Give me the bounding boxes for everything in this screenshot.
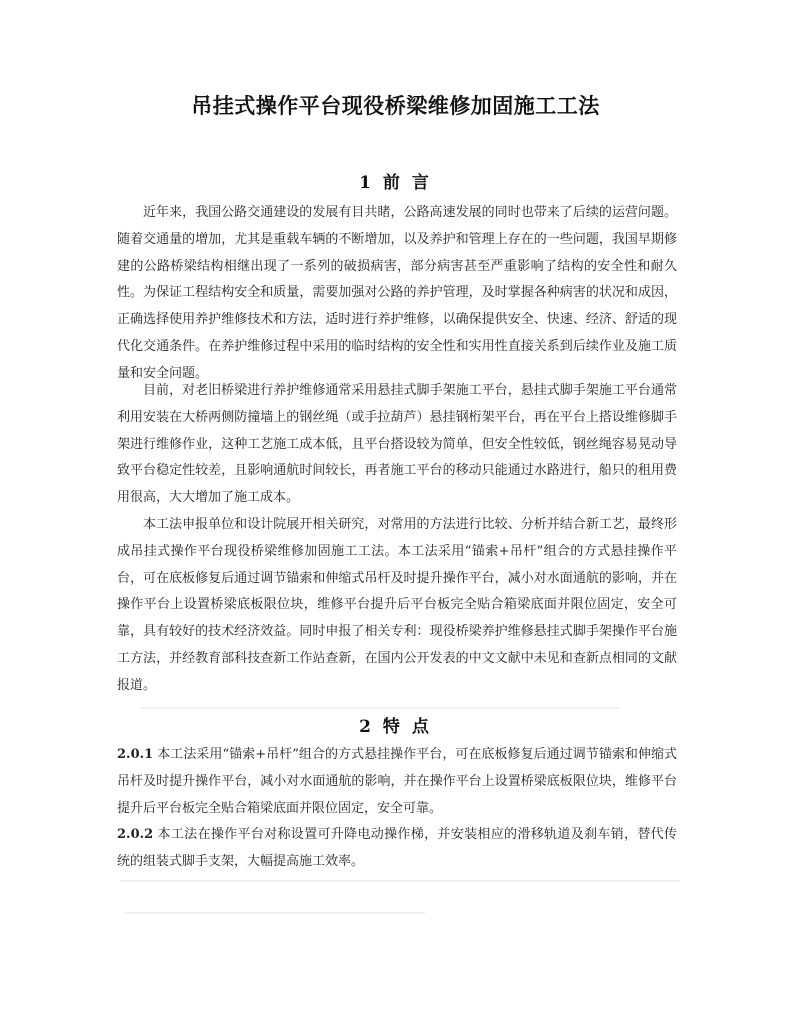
- feature-item-text: 本工法在操作平台对称设置可升降电动操作梯，并安装相应的滑移轨道及刹车销，替代传统的组装式脚手支架，大幅提高施工效率。: [117, 827, 677, 869]
- feature-item-1: [117, 742, 677, 822]
- preface-paragraph-1: 近年来，我国公路交通建设的发展有目共睹，公路高速发展的同时也带来了后续的运营问题。随着交通量的增加，尤其是重载车辆的不断增加，以及养护和管理上存在的一些问题，我国早期修建的公路桥梁结构相继出现了一系列的破损病害，部分病害甚至严重影响了结构的安全性和耐久性。为保证工程结构安全和质量，需要加强对公路的养护管理，及时掌握各种病害的状况和成因，正确选择使用养护维修技术和方法，适时进行养护维修，以确保提供安全、快速、经济、舒适的现代化交通条件。在养护维修过程中采用的临时结构的安全性和实用性直接关系到后续作业及施工质量和安全问题。: [117, 205, 677, 381]
- feature-item-number: 2.0.1: [117, 747, 154, 762]
- section-heading-preface: 1 前 言: [359, 173, 432, 193]
- preface-paragraph-3: 本工法申报单位和设计院展开相关研究，对常用的方法进行比较、分析并结合新工艺，最终形成吊挂式操作平台现役桥梁维修加固施工工法。本工法采用“锚索+吊杆”组合的方式悬挂操作平台，可在底板修复后通过调节锚索和伸缩式吊杆及时提升操作平台，减小对水面通航的影响，并在操作平台上设置桥梁底板限位块，维修平台提升后平台板完全贴合箱梁底面并限位固定，安全可靠，具有较好的技术经济效益。同时申报了相关专利：现役桥梁养护维修悬挂式脚手架操作平台施工方法，并经教育部科技查新工作站查新，在国内公开发表的中文文献中未见和查新点相同的文献报道。: [117, 517, 677, 693]
- feature-item-text: 本工法采用“锚索+吊杆”组合的方式悬挂操作平台，可在底板修复后通过调节锚索和伸缩式吊杆及时提升操作平台，减小对水面通航的影响，并在操作平台上设置桥梁底板限位块，维修平台提升后平台板完全贴合箱梁底面并限位固定，安全可靠。: [117, 747, 677, 816]
- section-heading-features: 2 特 点: [359, 717, 432, 737]
- document-title: 吊挂式操作平台现役桥梁维修加固施工工法: [191, 93, 600, 118]
- feature-item-2: [117, 822, 677, 876]
- scan-artifact: [120, 880, 680, 882]
- preface-paragraph-2: 目前，对老旧桥梁进行养护维修通常采用悬挂式脚手架施工平台，悬挂式脚手架施工平台通常利用安装在大桥两侧防撞墙上的钢丝绳（或手拉葫芦）悬挂钢桁架平台，再在平台上搭设维修脚手架进行维修作业，这种工艺施工成本低，且平台搭设较为简单，但安全性较低，钢丝绳容易晃动导致平台稳定性较差，且影响通航时间较长，再者施工平台的移动只能通过水路进行，船只的租用费用很高，大大增加了施工成本。: [117, 383, 677, 506]
- feature-item-number: 2.0.2: [117, 827, 154, 842]
- scan-artifact: [140, 707, 620, 709]
- scan-artifact: [125, 912, 425, 914]
